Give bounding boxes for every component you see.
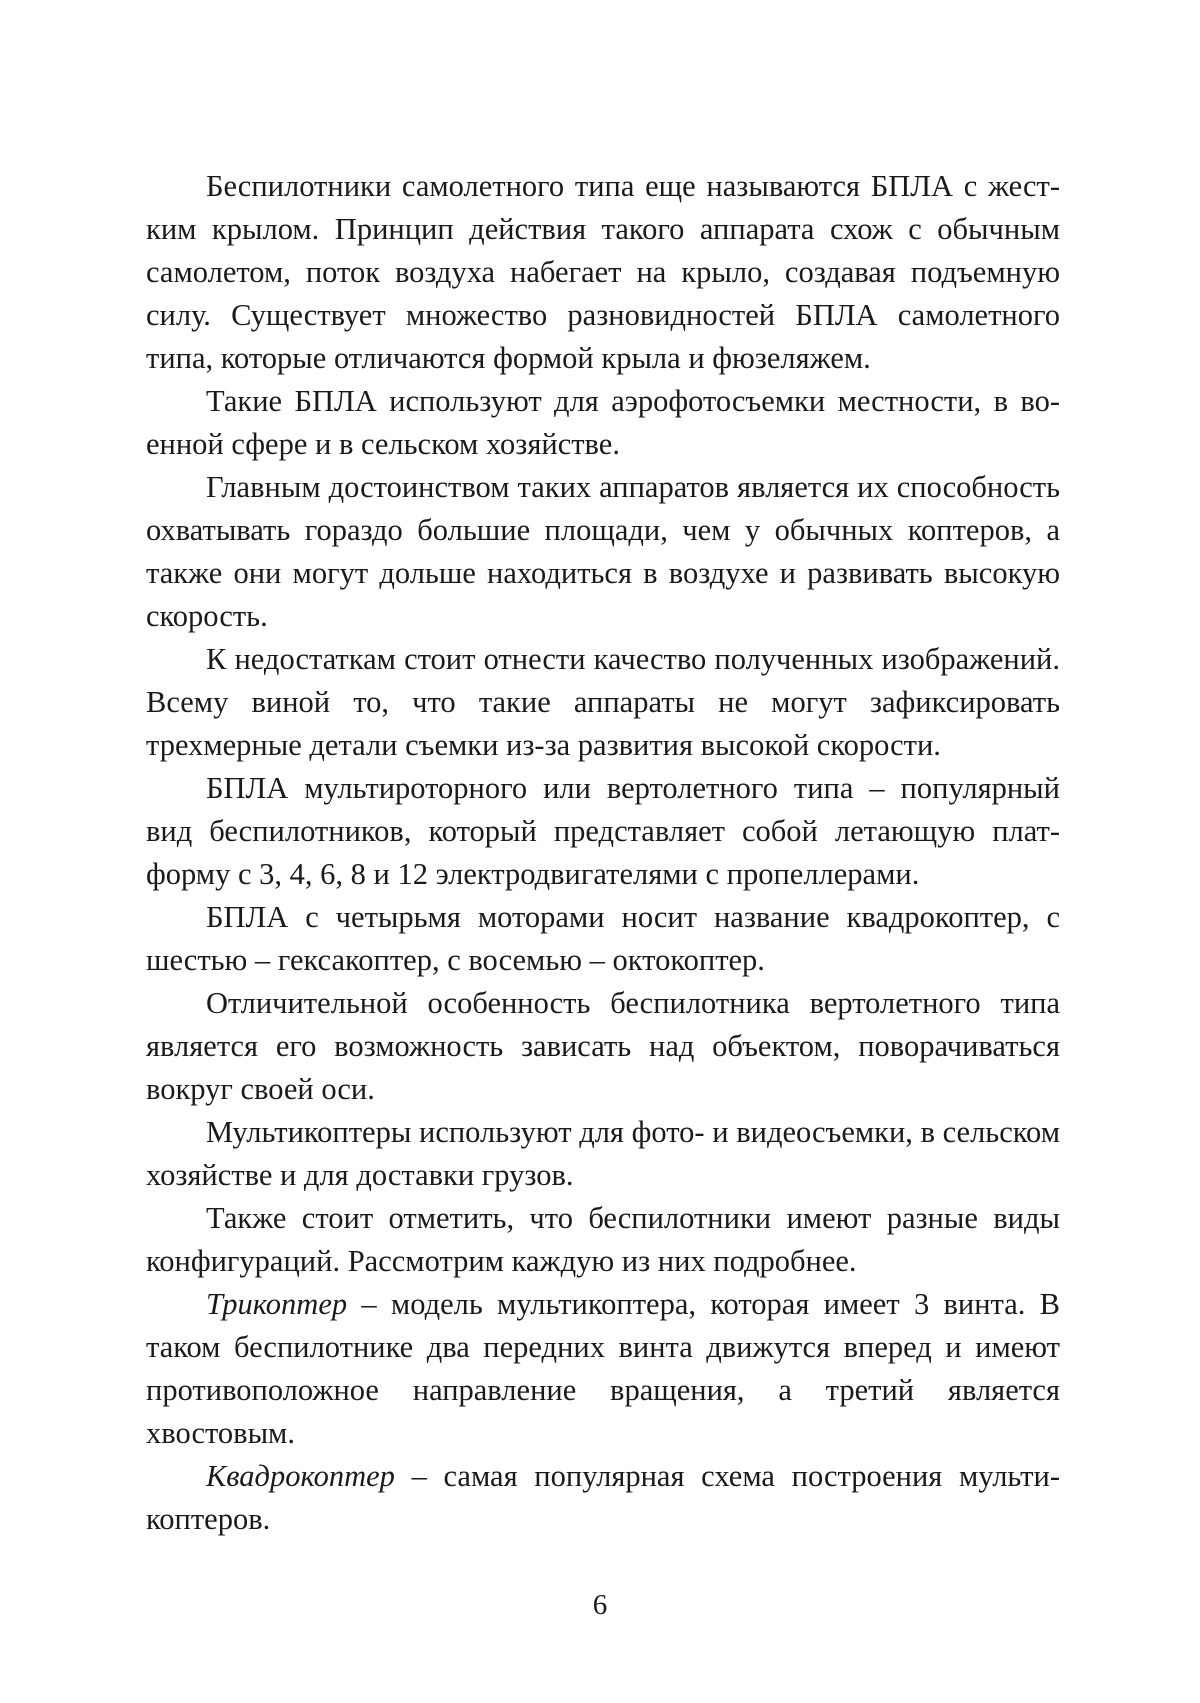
paragraph-text: – модель мультикоптера, которая имеет 3 винта. В таком беспилотнике два передних винта движутся вперед и имеют противоположное направление вращения, а третий является хвостовым. (146, 1287, 1060, 1450)
paragraph-text: – самая популярная схема построения мультикоптеров. (146, 1459, 1060, 1536)
paragraph-text: Мультикоптеры используют для фото- и видеосъемки, в сельском хозяйстве и для доставки грузов. (146, 1115, 1060, 1192)
paragraph-tricopter (146, 1283, 1060, 1455)
body-text (146, 165, 1060, 1541)
paragraph-text: Также стоит отметить, что беспилотники имеют разные виды конфигураций. Рассмотрим каждую из них подробнее. (146, 1201, 1060, 1278)
paragraph-text: Беспилотники самолетного типа еще называются БПЛА с жестким крылом. Принцип действия такого аппарата схож с обычным самолетом, поток воздуха набегает на крыло, создавая подъемную силу. Существует множество разновидностей БПЛА самолетного типа, которые отличаются формой крыла и фюзеляжем. (146, 169, 1060, 375)
paragraph-configurations (146, 1197, 1060, 1283)
paragraph-text: БПЛА с четырьмя моторами носит название квадрокоптер, с шестью – гексакоптер, с восемью – октокоптер. (146, 900, 1060, 977)
paragraph-text: БПЛА мультироторного или вертолетного типа – популярный вид беспилотников, который представляет собой летающую платформу с 3, 4, 6, 8 и 12 электродвигателями с пропеллерами. (146, 771, 1060, 891)
paragraph-multirotor-intro (146, 767, 1060, 896)
page-number: 6 (592, 1589, 608, 1621)
paragraph-fixed-wing-intro (146, 165, 1060, 380)
paragraph-multirotor-feature (146, 982, 1060, 1111)
paragraph-lead-term: Трикоптер (206, 1287, 348, 1321)
paragraph-fixed-wing-disadvantages (146, 638, 1060, 767)
paragraph-text: Отличительной особенность беспилотника вертолетного типа является его возможность зависать над объектом, поворачиваться вокруг своей оси. (146, 986, 1060, 1106)
paragraph-text: Такие БПЛА используют для аэрофотосъемки местности, в военной сфере и в сельском хозяйстве. (146, 384, 1060, 461)
paragraph-lead-term: Квадрокоптер (206, 1459, 395, 1493)
paragraph-text: К недостаткам стоит отнести качество полученных изображений. Всему виной то, что такие аппараты не могут зафиксировать трехмерные детали съемки из-за развития высокой скорости. (146, 642, 1060, 762)
paragraph-multirotor-names (146, 896, 1060, 982)
paragraph-quadcopter (146, 1455, 1060, 1541)
paragraph-fixed-wing-advantages (146, 466, 1060, 638)
paragraph-multirotor-uses (146, 1111, 1060, 1197)
paragraph-fixed-wing-uses (146, 380, 1060, 466)
paragraph-text: Главным достоинством таких аппаратов является их способность охватывать гораздо большие площади, чем у обычных коптеров, а также они могут дольше находиться в воздухе и развивать высокую скорость. (146, 470, 1060, 633)
